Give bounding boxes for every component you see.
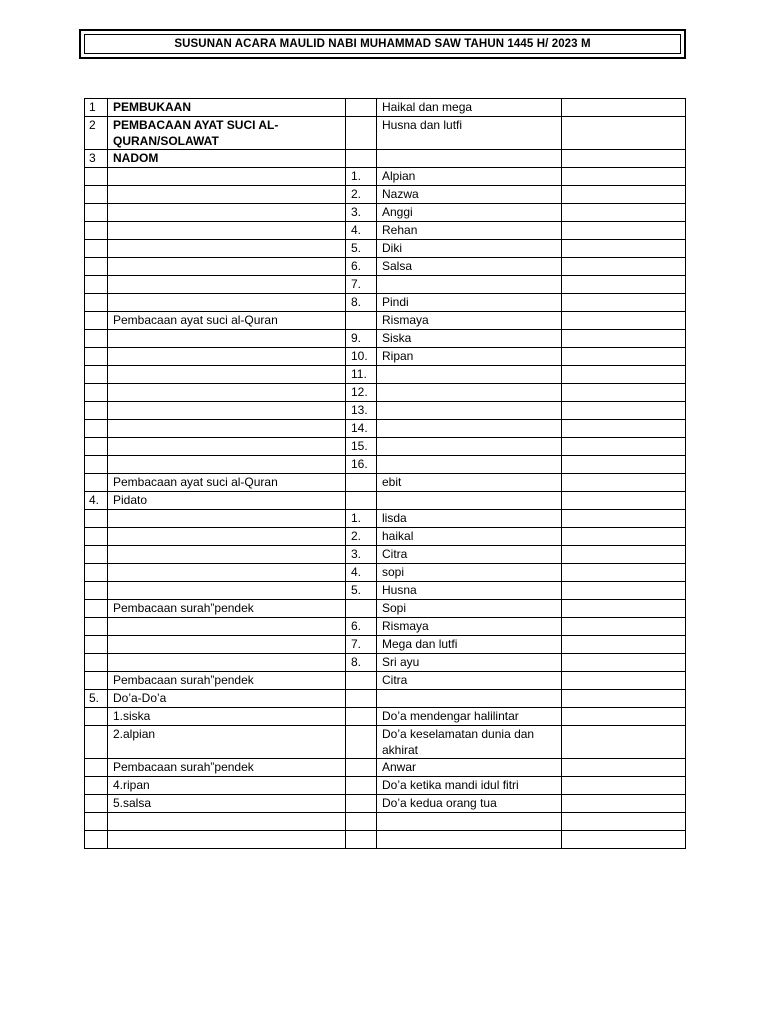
table-row	[85, 438, 686, 456]
table-row	[85, 831, 686, 849]
cell-number	[85, 222, 108, 240]
cell-event	[108, 348, 346, 366]
cell-note	[562, 168, 686, 186]
cell-note	[562, 600, 686, 618]
cell-event: 2.alpian	[108, 726, 346, 759]
cell-order: 7.	[346, 276, 377, 294]
cell-note	[562, 759, 686, 777]
table-row	[85, 117, 686, 150]
cell-event	[108, 831, 346, 849]
table-row	[85, 312, 686, 330]
cell-order: 2.	[346, 186, 377, 204]
cell-event: Do’a-Do’a	[108, 690, 346, 708]
cell-event: Pembacaan surah”pendek	[108, 600, 346, 618]
cell-order: 10.	[346, 348, 377, 366]
cell-order: 16.	[346, 456, 377, 474]
cell-note	[562, 492, 686, 510]
cell-event	[108, 654, 346, 672]
cell-order: 3.	[346, 546, 377, 564]
cell-event	[108, 456, 346, 474]
cell-order: 2.	[346, 528, 377, 546]
cell-number	[85, 384, 108, 402]
cell-event	[108, 564, 346, 582]
cell-note	[562, 438, 686, 456]
cell-number	[85, 726, 108, 759]
cell-number	[85, 330, 108, 348]
cell-performer: Rehan	[377, 222, 562, 240]
cell-event	[108, 330, 346, 348]
cell-number	[85, 366, 108, 384]
cell-note	[562, 690, 686, 708]
cell-number: 3	[85, 150, 108, 168]
cell-performer: Do’a keselamatan dunia dan akhirat	[377, 726, 562, 759]
cell-note	[562, 546, 686, 564]
cell-event	[108, 438, 346, 456]
cell-event	[108, 384, 346, 402]
cell-event: PEMBACAAN AYAT SUCI AL-QURAN/SOLAWAT	[108, 117, 346, 150]
cell-performer: Pindi	[377, 294, 562, 312]
cell-event	[108, 420, 346, 438]
cell-performer: Nazwa	[377, 186, 562, 204]
cell-note	[562, 654, 686, 672]
cell-note	[562, 312, 686, 330]
cell-event	[108, 276, 346, 294]
cell-order	[346, 708, 377, 726]
cell-order: 6.	[346, 258, 377, 276]
table-row	[85, 510, 686, 528]
cell-performer: lisda	[377, 510, 562, 528]
cell-performer: ebit	[377, 474, 562, 492]
cell-note	[562, 348, 686, 366]
cell-performer	[377, 690, 562, 708]
cell-order: 1.	[346, 168, 377, 186]
cell-event	[108, 222, 346, 240]
cell-event	[108, 546, 346, 564]
cell-number	[85, 636, 108, 654]
cell-order: 7.	[346, 636, 377, 654]
agenda-table-body	[85, 99, 686, 849]
table-row	[85, 600, 686, 618]
cell-order	[346, 777, 377, 795]
cell-note	[562, 777, 686, 795]
cell-order: 8.	[346, 294, 377, 312]
cell-note	[562, 795, 686, 813]
cell-event: NADOM	[108, 150, 346, 168]
cell-note	[562, 582, 686, 600]
cell-note	[562, 618, 686, 636]
cell-performer: Husna	[377, 582, 562, 600]
cell-event	[108, 528, 346, 546]
cell-number	[85, 528, 108, 546]
cell-order: 13.	[346, 402, 377, 420]
cell-note	[562, 204, 686, 222]
table-row	[85, 672, 686, 690]
cell-order	[346, 150, 377, 168]
cell-note	[562, 636, 686, 654]
cell-number	[85, 582, 108, 600]
cell-event	[108, 618, 346, 636]
cell-note	[562, 474, 686, 492]
cell-note	[562, 384, 686, 402]
cell-note	[562, 150, 686, 168]
cell-note	[562, 456, 686, 474]
cell-order	[346, 759, 377, 777]
cell-event	[108, 582, 346, 600]
cell-performer: Mega dan lutfi	[377, 636, 562, 654]
table-row	[85, 150, 686, 168]
table-row	[85, 276, 686, 294]
cell-number	[85, 240, 108, 258]
cell-number	[85, 831, 108, 849]
cell-order: 4.	[346, 222, 377, 240]
cell-event: Pembacaan surah”pendek	[108, 759, 346, 777]
cell-event	[108, 240, 346, 258]
cell-performer: Rismaya	[377, 618, 562, 636]
table-row	[85, 795, 686, 813]
cell-order: 1.	[346, 510, 377, 528]
cell-performer: Sopi	[377, 600, 562, 618]
cell-performer: Salsa	[377, 258, 562, 276]
table-row	[85, 759, 686, 777]
document-title: SUSUNAN ACARA MAULID NABI MUHAMMAD SAW TAHUN 1445 H/ 2023 M	[84, 34, 681, 54]
cell-number	[85, 672, 108, 690]
cell-performer: Alpian	[377, 168, 562, 186]
cell-order: 6.	[346, 618, 377, 636]
cell-event	[108, 636, 346, 654]
cell-event	[108, 294, 346, 312]
cell-note	[562, 420, 686, 438]
table-row	[85, 636, 686, 654]
table-row	[85, 654, 686, 672]
cell-number	[85, 258, 108, 276]
cell-number	[85, 186, 108, 204]
cell-performer: Sri ayu	[377, 654, 562, 672]
cell-number	[85, 795, 108, 813]
table-row	[85, 528, 686, 546]
cell-note	[562, 726, 686, 759]
cell-event: 4.ripan	[108, 777, 346, 795]
cell-order	[346, 690, 377, 708]
cell-note	[562, 330, 686, 348]
cell-number	[85, 204, 108, 222]
cell-event	[108, 168, 346, 186]
cell-order	[346, 831, 377, 849]
cell-performer: Haikal dan mega	[377, 99, 562, 117]
cell-number	[85, 348, 108, 366]
cell-number	[85, 438, 108, 456]
cell-number	[85, 813, 108, 831]
cell-performer	[377, 150, 562, 168]
table-row	[85, 240, 686, 258]
cell-note	[562, 528, 686, 546]
cell-performer: Citra	[377, 672, 562, 690]
cell-performer: Do’a kedua orang tua	[377, 795, 562, 813]
cell-number	[85, 708, 108, 726]
cell-event: Pidato	[108, 492, 346, 510]
cell-note	[562, 708, 686, 726]
cell-order: 12.	[346, 384, 377, 402]
cell-number	[85, 276, 108, 294]
cell-number	[85, 312, 108, 330]
cell-note	[562, 402, 686, 420]
cell-performer: Do’a ketika mandi idul fitri	[377, 777, 562, 795]
cell-number	[85, 654, 108, 672]
table-row	[85, 582, 686, 600]
cell-order	[346, 726, 377, 759]
cell-event: Pembacaan ayat suci al-Quran	[108, 312, 346, 330]
cell-number: 1	[85, 99, 108, 117]
cell-order: 3.	[346, 204, 377, 222]
cell-note	[562, 813, 686, 831]
cell-order: 11.	[346, 366, 377, 384]
cell-order: 9.	[346, 330, 377, 348]
cell-order: 8.	[346, 654, 377, 672]
cell-number	[85, 402, 108, 420]
table-row	[85, 618, 686, 636]
table-row	[85, 726, 686, 759]
cell-performer: Anggi	[377, 204, 562, 222]
cell-number	[85, 456, 108, 474]
cell-note	[562, 672, 686, 690]
document-title-box	[79, 29, 686, 59]
cell-performer: sopi	[377, 564, 562, 582]
cell-note	[562, 276, 686, 294]
cell-number	[85, 759, 108, 777]
cell-number	[85, 600, 108, 618]
cell-performer: Anwar	[377, 759, 562, 777]
cell-order: 5.	[346, 240, 377, 258]
cell-order	[346, 312, 377, 330]
cell-performer	[377, 276, 562, 294]
cell-order: 15.	[346, 438, 377, 456]
cell-event: Pembacaan ayat suci al-Quran	[108, 474, 346, 492]
cell-order: 14.	[346, 420, 377, 438]
table-row	[85, 813, 686, 831]
cell-order	[346, 99, 377, 117]
cell-event	[108, 258, 346, 276]
table-row	[85, 168, 686, 186]
cell-order	[346, 813, 377, 831]
cell-note	[562, 831, 686, 849]
cell-order	[346, 600, 377, 618]
cell-event: PEMBUKAAN	[108, 99, 346, 117]
cell-performer	[377, 438, 562, 456]
cell-event: 5.salsa	[108, 795, 346, 813]
cell-note	[562, 240, 686, 258]
cell-number: 4.	[85, 492, 108, 510]
cell-performer	[377, 831, 562, 849]
table-row	[85, 186, 686, 204]
table-row	[85, 204, 686, 222]
cell-performer	[377, 420, 562, 438]
table-row	[85, 474, 686, 492]
cell-number	[85, 546, 108, 564]
cell-event	[108, 510, 346, 528]
cell-performer: Siska	[377, 330, 562, 348]
cell-performer	[377, 402, 562, 420]
cell-event: Pembacaan surah”pendek	[108, 672, 346, 690]
table-row	[85, 546, 686, 564]
cell-note	[562, 510, 686, 528]
cell-note	[562, 99, 686, 117]
table-row	[85, 258, 686, 276]
cell-number	[85, 564, 108, 582]
agenda-table	[84, 98, 686, 849]
cell-performer: Do’a mendengar halilintar	[377, 708, 562, 726]
cell-performer	[377, 813, 562, 831]
table-row	[85, 402, 686, 420]
cell-order	[346, 492, 377, 510]
cell-event	[108, 186, 346, 204]
cell-note	[562, 294, 686, 312]
cell-performer: Rismaya	[377, 312, 562, 330]
table-row	[85, 222, 686, 240]
cell-number	[85, 510, 108, 528]
cell-number	[85, 618, 108, 636]
table-row	[85, 777, 686, 795]
cell-note	[562, 186, 686, 204]
table-row	[85, 708, 686, 726]
cell-order	[346, 474, 377, 492]
cell-performer	[377, 384, 562, 402]
table-row	[85, 99, 686, 117]
table-row	[85, 384, 686, 402]
cell-event	[108, 204, 346, 222]
cell-order: 5.	[346, 582, 377, 600]
cell-note	[562, 117, 686, 150]
cell-number: 2	[85, 117, 108, 150]
cell-number	[85, 420, 108, 438]
table-row	[85, 456, 686, 474]
table-row	[85, 564, 686, 582]
cell-number	[85, 474, 108, 492]
cell-order	[346, 117, 377, 150]
cell-event: 1.siska	[108, 708, 346, 726]
cell-event	[108, 366, 346, 384]
cell-note	[562, 366, 686, 384]
cell-performer	[377, 456, 562, 474]
cell-event	[108, 402, 346, 420]
cell-event	[108, 813, 346, 831]
table-row	[85, 294, 686, 312]
cell-note	[562, 222, 686, 240]
cell-order: 4.	[346, 564, 377, 582]
table-row	[85, 366, 686, 384]
table-row	[85, 420, 686, 438]
cell-performer: haikal	[377, 528, 562, 546]
cell-number: 5.	[85, 690, 108, 708]
cell-performer: Citra	[377, 546, 562, 564]
cell-performer	[377, 366, 562, 384]
cell-order	[346, 795, 377, 813]
cell-performer	[377, 492, 562, 510]
cell-performer: Ripan	[377, 348, 562, 366]
cell-note	[562, 564, 686, 582]
cell-performer: Diki	[377, 240, 562, 258]
cell-number	[85, 777, 108, 795]
table-row	[85, 690, 686, 708]
table-row	[85, 348, 686, 366]
cell-performer: Husna dan lutfi	[377, 117, 562, 150]
cell-note	[562, 258, 686, 276]
cell-number	[85, 294, 108, 312]
cell-order	[346, 672, 377, 690]
cell-number	[85, 168, 108, 186]
table-row	[85, 330, 686, 348]
table-row	[85, 492, 686, 510]
